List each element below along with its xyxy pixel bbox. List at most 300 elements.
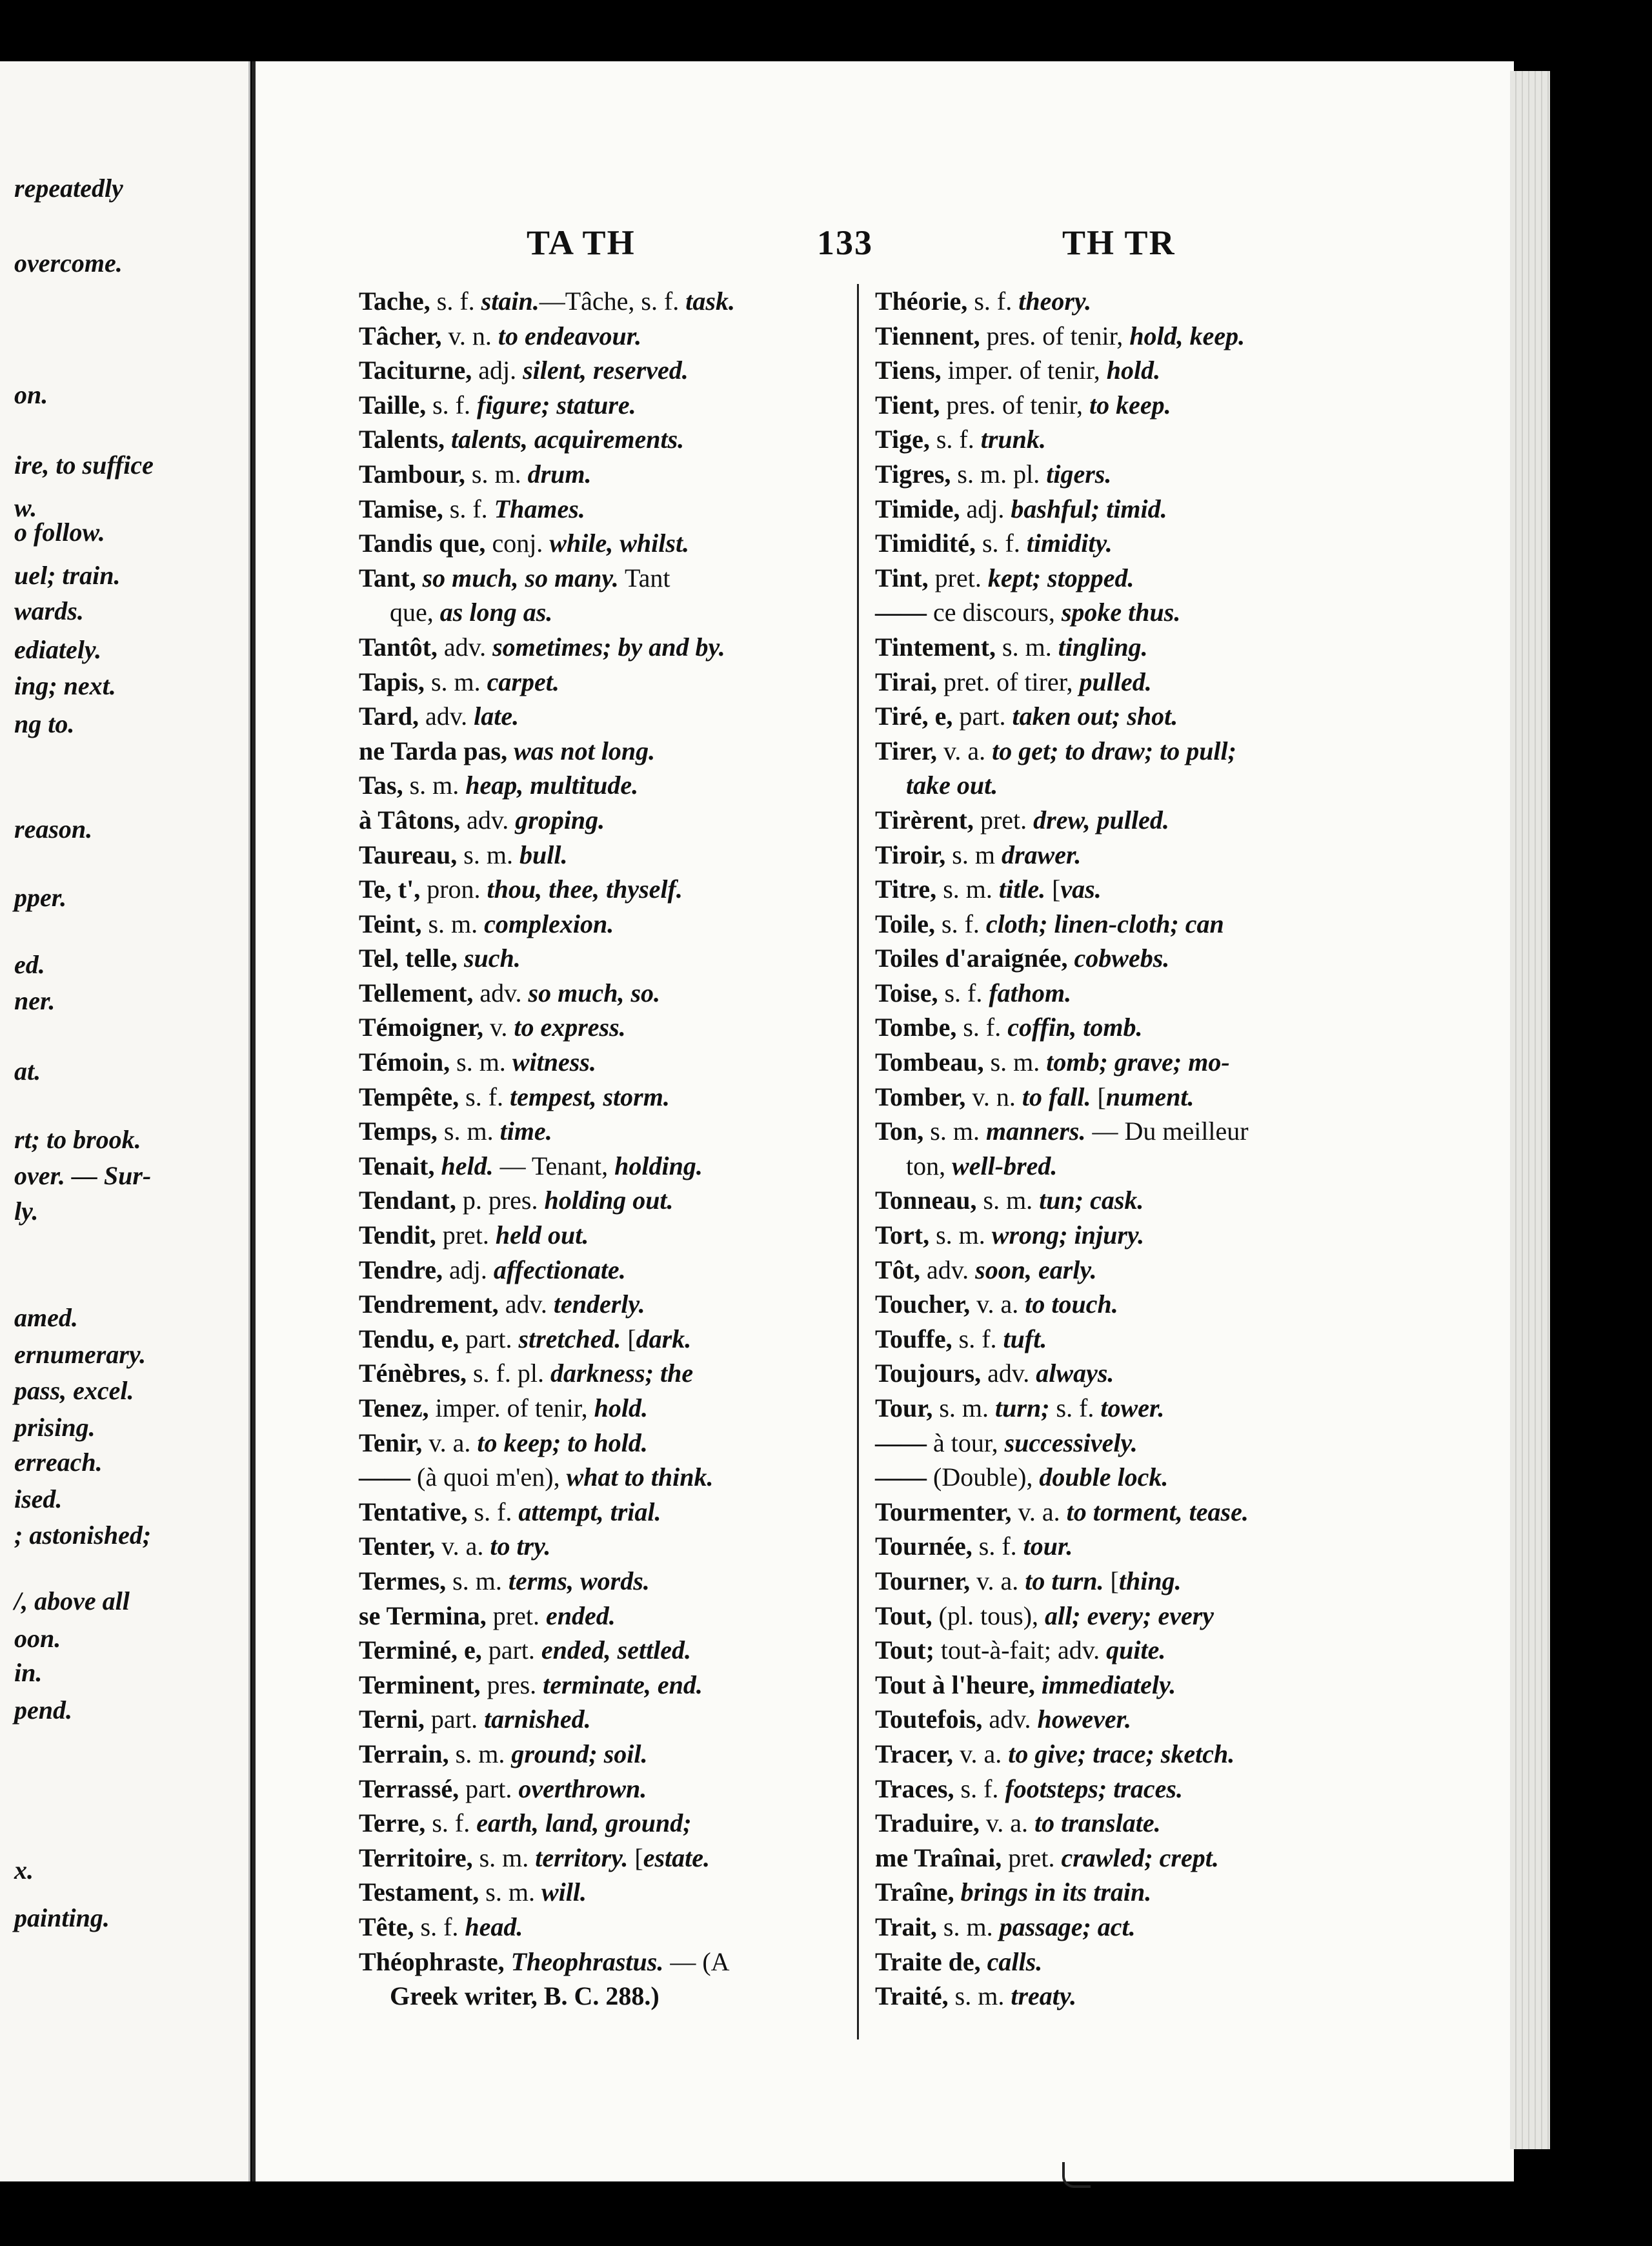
entry-headword: à Tâtons, [359, 805, 461, 835]
entry-grammar: s. m. [437, 1117, 500, 1146]
facing-page-fragment: reason. [14, 814, 93, 844]
entry-grammar: s. m. [948, 1981, 1011, 2011]
entry-translation: spoke thus. [1061, 598, 1181, 627]
entry-translation-extra: task. [685, 287, 735, 316]
entry-headword: Tourmenter, [875, 1497, 1012, 1526]
entry-translation: figure; stature. [477, 390, 636, 420]
entry-headword: Toise, [875, 978, 938, 1007]
entry-headword: Tant, [359, 563, 416, 592]
entry-grammar: ce discours, [927, 598, 1062, 627]
facing-page-fragment: at. [14, 1056, 41, 1086]
dictionary-entry [359, 284, 856, 319]
entry-grammar: part. [459, 1774, 519, 1803]
dictionary-entry [359, 457, 856, 492]
entry-grammar: v. a. [422, 1428, 478, 1457]
entry-headword: Tracer, [875, 1739, 954, 1768]
entry-grammar: s. m. [446, 1566, 509, 1595]
entry-headword: Tort, [875, 1220, 930, 1250]
entry-translation: such. [463, 944, 521, 973]
dictionary-entry [359, 1287, 856, 1322]
entry-headword: Tient, [875, 390, 940, 420]
entry-headword: Tombe, [875, 1013, 957, 1042]
entry-grammar [505, 1947, 511, 1976]
entry-grammar-extra: — (A [663, 1947, 730, 1976]
entry-grammar: adj. [443, 1255, 494, 1284]
entry-headword: Terni, [359, 1705, 425, 1734]
entry-translation: footsteps; traces. [1005, 1774, 1183, 1803]
entry-translation: Theophrastus. [510, 1947, 664, 1976]
entry-translation: so much, so. [528, 978, 661, 1007]
facing-page-fragment: in. [14, 1658, 43, 1688]
entry-headword: Tendit, [359, 1220, 436, 1250]
entry-headword: Timidité, [875, 529, 976, 558]
entry-grammar: s. m. [465, 459, 528, 489]
entry-headword: Théophraste, [359, 1947, 505, 1976]
entry-headword: Tout à l'heure, [875, 1670, 1035, 1699]
entry-translation-extra: dark. [636, 1324, 692, 1353]
entry-translation: to keep. [1089, 390, 1171, 420]
entry-translation: Thames. [494, 494, 585, 523]
entry-translation: time. [499, 1117, 552, 1146]
entry-translation: quite. [1106, 1635, 1166, 1665]
entry-translation: hold, keep. [1129, 321, 1245, 350]
dictionary-entry [875, 1633, 1391, 1668]
entry-translation: late. [474, 702, 519, 731]
entry-grammar [1035, 1670, 1042, 1699]
entry-translation: tarnished. [484, 1705, 591, 1734]
entry-grammar: s. m. [450, 1047, 512, 1077]
entry-grammar: s. m. [929, 1220, 992, 1250]
entry-headword: Tôt, [875, 1255, 920, 1284]
entry-grammar-extra: [ [621, 1324, 636, 1353]
dictionary-entry [359, 1841, 856, 1876]
entry-translation: darkness; the [550, 1359, 694, 1388]
entry-grammar: pret. of tirer, [936, 667, 1080, 696]
entry-headword: Tendre, [359, 1255, 443, 1284]
dictionary-entry [359, 872, 856, 907]
entry-translation: kept; stopped. [987, 563, 1134, 592]
entry-grammar: adj. [960, 494, 1011, 523]
entry-headword: Témoigner, [359, 1013, 483, 1042]
entry-grammar: s. m. [472, 1843, 536, 1872]
entry-translation: ended, settled. [541, 1635, 692, 1665]
entry-translation: while, whilst. [549, 529, 690, 558]
dictionary-entry [875, 1806, 1391, 1841]
entry-headword: Traduire, [875, 1808, 980, 1838]
entry-translation: terms, words. [508, 1566, 650, 1595]
entry-headword: —— [875, 1428, 927, 1457]
entry-translation-extra: vas. [1060, 875, 1102, 904]
dictionary-entry [875, 665, 1391, 700]
dictionary-entry [875, 284, 1391, 319]
dictionary-entry [359, 492, 856, 527]
entry-translation: tomb; grave; mo- [1046, 1047, 1230, 1077]
entry-grammar-extra: [ [1091, 1082, 1106, 1111]
dictionary-entry [875, 907, 1391, 942]
entry-grammar: s. f. [929, 425, 981, 454]
entry-grammar: s. f. [954, 1774, 1005, 1803]
dictionary-entry [359, 1114, 856, 1149]
entry-translation: to turn. [1025, 1566, 1104, 1595]
entry-translation: territory. [535, 1843, 629, 1872]
entry-grammar [954, 1877, 961, 1907]
facing-page-fragment: /, above all [14, 1586, 130, 1616]
entry-grammar: s. m. [976, 1186, 1040, 1215]
entry-headword: Tendu, e, [359, 1324, 459, 1353]
entry-grammar: adv. [982, 1705, 1038, 1734]
dictionary-entry [359, 1149, 856, 1184]
entry-grammar: s. f. [459, 1082, 510, 1111]
entry-translation: to translate. [1034, 1808, 1161, 1838]
facing-page-fragment: ised. [14, 1484, 63, 1514]
dictionary-entry [875, 595, 1391, 630]
dictionary-page [252, 61, 1514, 2181]
entry-grammar: v. a. [936, 736, 992, 765]
entry-headword: Tache, [359, 287, 430, 316]
entry-headword: Toile, [875, 909, 935, 938]
entry-translation: tingling. [1058, 632, 1148, 662]
entry-grammar: adj. [472, 356, 523, 385]
entry-translation: hold. [594, 1393, 648, 1422]
facing-page-fragment: ernumerary. [14, 1340, 146, 1370]
entry-translation: pulled. [1079, 667, 1152, 696]
header-guide-left: TA TH [527, 223, 636, 262]
dictionary-entry [875, 1080, 1391, 1115]
entry-grammar-extra: s. f. [1049, 1393, 1101, 1422]
entry-translation: tour. [1023, 1532, 1073, 1561]
entry-headword: Tiennent, [875, 321, 980, 350]
dictionary-entry [875, 1529, 1391, 1564]
entry-translation: stain. [481, 287, 539, 316]
facing-page-fragment: uel; train. [14, 560, 121, 590]
entry-headword: Toiles d'araignée, [875, 944, 1068, 973]
dictionary-entry [875, 388, 1391, 423]
entry-grammar: (à quoi m'en), [410, 1462, 567, 1492]
entry-translation: take out. [906, 771, 998, 800]
entry-translation-extra: holding. [614, 1151, 703, 1180]
dictionary-entry [875, 422, 1391, 457]
dictionary-entry [359, 1322, 856, 1357]
entry-translation: to keep; to hold. [477, 1428, 648, 1457]
entry-grammar: s. f. [443, 494, 494, 523]
dictionary-entry [875, 526, 1391, 561]
dictionary-entry [875, 1564, 1391, 1599]
dictionary-entry [359, 1910, 856, 1945]
entry-translation: immediately. [1041, 1670, 1176, 1699]
entry-grammar: imper. of tenir, [428, 1393, 594, 1422]
dictionary-entry [359, 561, 856, 596]
facing-page-fragment: ng to. [14, 709, 75, 739]
entry-headword: Tiré, e, [875, 702, 953, 731]
dictionary-entry [875, 941, 1391, 976]
dictionary-entry [875, 1010, 1391, 1045]
dictionary-entry [875, 699, 1391, 734]
entry-headword: me Traînai, [875, 1843, 1002, 1872]
entry-translation: so much, so many. [422, 563, 619, 592]
dictionary-entry [359, 1356, 856, 1391]
entry-headword: Tout; [875, 1635, 934, 1665]
entry-headword: Tigres, [875, 459, 951, 489]
dictionary-entry [875, 1841, 1391, 1876]
entry-translation: well-bred. [952, 1151, 1058, 1180]
entry-grammar [445, 425, 451, 454]
dictionary-entry [359, 353, 856, 388]
page-header [256, 223, 1514, 268]
entry-grammar: s. f. [426, 390, 477, 420]
dictionary-entry [359, 422, 856, 457]
dictionary-entry [875, 838, 1391, 873]
entry-headword: Terminent, [359, 1670, 481, 1699]
dictionary-entry [875, 1945, 1391, 1979]
entry-headword: Terrassé, [359, 1774, 459, 1803]
entry-grammar: (Double), [927, 1462, 1040, 1492]
entry-grammar: s. m. [983, 1047, 1047, 1077]
dictionary-entry [875, 1772, 1391, 1806]
entry-headword: Traces, [875, 1774, 954, 1803]
facing-page-fragment: over. — Sur- [14, 1160, 152, 1190]
entry-translation: silent, reserved. [523, 356, 689, 385]
dictionary-entry [875, 1045, 1391, 1080]
entry-translation: affectionate. [493, 1255, 626, 1284]
entry-translation: to try. [490, 1532, 551, 1561]
entry-translation: tuft. [1003, 1324, 1047, 1353]
facing-page-fragment: rt; to brook. [14, 1125, 141, 1155]
entry-headword: Tandis que, [359, 529, 486, 558]
dictionary-entry [359, 734, 856, 769]
entry-headword: Termes, [359, 1566, 447, 1595]
entry-translation: holding out. [544, 1186, 674, 1215]
entry-headword: Testament, [359, 1877, 479, 1907]
entry-translation: stretched. [518, 1324, 621, 1353]
entry-grammar: s. f. [975, 529, 1027, 558]
entry-grammar: conj. [485, 529, 550, 558]
entry-headword: Tas, [359, 771, 403, 800]
dictionary-entry [875, 1875, 1391, 1910]
entry-headword: Ténèbres, [359, 1359, 467, 1388]
entry-grammar: pres. of tenir, [980, 321, 1130, 350]
entry-headword: Témoin, [359, 1047, 450, 1077]
entry-grammar: s. f. [952, 1324, 1003, 1353]
entry-headword: Traîne, [875, 1877, 954, 1907]
entry-translation: title. [998, 875, 1046, 904]
entry-headword: Tintement, [875, 632, 996, 662]
entry-translation: all; every; every [1045, 1601, 1214, 1630]
entry-grammar-extra: [ [1045, 875, 1061, 904]
entry-grammar: s. m. [421, 909, 485, 938]
dictionary-entry [359, 1391, 856, 1426]
entry-headword: Toutefois, [875, 1705, 983, 1734]
page-number: 133 [817, 223, 873, 262]
dictionary-entry [359, 1599, 856, 1634]
entry-headword: Territoire, [359, 1843, 473, 1872]
facing-page-fragment: ing; next. [14, 671, 116, 700]
entry-grammar: adv. [981, 1359, 1036, 1388]
dictionary-entry [875, 1426, 1391, 1461]
entry-translation: timidity. [1026, 529, 1113, 558]
dictionary-entry [875, 1599, 1391, 1634]
entry-grammar: s. m. pl. [951, 459, 1047, 489]
dictionary-entry [875, 492, 1391, 527]
entry-translation: heap, multitude. [465, 771, 639, 800]
entry-headword: Tonneau, [875, 1186, 977, 1215]
entry-grammar [434, 1151, 441, 1180]
facing-page-fragment: ediately. [14, 635, 102, 664]
entry-grammar [416, 563, 423, 592]
entry-headword: Tapis, [359, 667, 425, 696]
entry-headword: Tirèrent, [875, 805, 974, 835]
dictionary-entry [875, 1391, 1391, 1426]
entry-grammar: v. n. [965, 1082, 1022, 1111]
entry-grammar: v. n. [441, 321, 498, 350]
entry-translation: soon, early. [975, 1255, 1097, 1284]
dictionary-entry [359, 941, 856, 976]
dictionary-entry [359, 1010, 856, 1045]
entry-headword: Ton, [875, 1117, 924, 1146]
entry-headword: Trait, [875, 1912, 937, 1941]
dictionary-entry [359, 1668, 856, 1703]
facing-page-fragment: pper. [14, 883, 67, 913]
facing-page-fragment: repeatedly [14, 174, 123, 203]
entry-grammar: v. a. [1011, 1497, 1067, 1526]
entry-translation: to endeavour. [498, 321, 642, 350]
entry-grammar: v. a. [953, 1739, 1009, 1768]
entry-grammar: que, [390, 598, 440, 627]
entry-grammar: v. [483, 1013, 514, 1042]
dictionary-entry [875, 1114, 1391, 1149]
entry-translation: trunk. [980, 425, 1046, 454]
entry-translation: what to think. [566, 1462, 714, 1492]
entry-grammar: s. m. [403, 771, 466, 800]
dictionary-entry [875, 976, 1391, 1011]
entry-grammar-extra: [ [628, 1843, 643, 1872]
entry-grammar: s. m. [936, 875, 999, 904]
entry-headword: Tenez, [359, 1393, 429, 1422]
dictionary-entry [359, 595, 856, 630]
dictionary-entry [359, 1426, 856, 1461]
entry-headword: Tendrement, [359, 1290, 499, 1319]
entry-headword: Toucher, [875, 1290, 971, 1319]
entries-column-left [359, 284, 856, 2014]
facing-page-fragment: ire, to suffice [14, 450, 154, 480]
entry-headword: Théorie, [875, 287, 968, 316]
entry-translation: drew, pulled. [1033, 805, 1169, 835]
entry-translation: earth, land, ground; [476, 1808, 692, 1838]
entry-translation: bull. [519, 840, 568, 869]
entry-translation: carpet. [487, 667, 559, 696]
entry-headword: Tombeau, [875, 1047, 984, 1077]
entry-translation: double lock. [1039, 1462, 1169, 1492]
dictionary-entry [359, 768, 856, 803]
entry-grammar: adv. [498, 1290, 554, 1319]
entry-translation: ground; soil. [511, 1739, 648, 1768]
dictionary-entry [875, 1495, 1391, 1530]
facing-page-fragment: on. [14, 379, 48, 409]
entry-grammar: s. m. [457, 840, 519, 869]
entry-grammar: p. pres. [456, 1186, 545, 1215]
entry-translation: treaty. [1011, 1981, 1077, 2011]
dictionary-entry [359, 1495, 856, 1530]
entry-translation: terminate, end. [543, 1670, 703, 1699]
dictionary-entry [875, 561, 1391, 596]
entry-headword: Tellement, [359, 978, 474, 1007]
entry-translation: to fall. [1022, 1082, 1091, 1111]
dictionary-entry [875, 1218, 1391, 1253]
entry-grammar: s. f. [967, 287, 1019, 316]
dictionary-entry [359, 1529, 856, 1564]
entry-headword: Temps, [359, 1117, 438, 1146]
page-mark [1062, 2162, 1091, 2188]
entry-headword: Taciturne, [359, 356, 472, 385]
entry-translation: brings in its train. [960, 1877, 1152, 1907]
entry-grammar: pret. [486, 1601, 546, 1630]
entry-translation: wrong; injury. [991, 1220, 1145, 1250]
entry-translation: ended. [545, 1601, 616, 1630]
entry-headword: Tempête, [359, 1082, 459, 1111]
entry-headword: Toujours, [875, 1359, 982, 1388]
entry-grammar: v. a. [435, 1532, 490, 1561]
entry-grammar [1068, 944, 1074, 973]
entry-grammar: s. m. [448, 1739, 512, 1768]
dictionary-entry [875, 1356, 1391, 1391]
dictionary-entry [359, 319, 856, 354]
entry-grammar: s. f. [467, 1497, 519, 1526]
entry-translation-extra: thing. [1118, 1566, 1182, 1595]
facing-page-fragment: pass, excel. [14, 1375, 134, 1405]
entry-grammar: s. m [945, 840, 1002, 869]
entry-grammar: s. f. [414, 1912, 465, 1941]
entry-grammar: s. f. [956, 1013, 1008, 1042]
facing-page-fragment: painting. [14, 1903, 110, 1932]
entry-headword: Tête, [359, 1912, 414, 1941]
facing-page-fragment: amed. [14, 1302, 78, 1332]
facing-page-fragment: ly. [14, 1197, 39, 1226]
entry-translation: head. [465, 1912, 523, 1941]
dictionary-entry [359, 1979, 856, 2014]
entry-grammar: à tour, [927, 1428, 1005, 1457]
entry-translation: as long as. [439, 598, 553, 627]
entry-headword: Traité, [875, 1981, 949, 2011]
facing-page-fragment: x. [14, 1856, 34, 1885]
dictionary-entry [359, 1564, 856, 1599]
dictionary-entry [359, 1183, 856, 1218]
dictionary-entry [875, 1702, 1391, 1737]
entry-grammar: s. m. [479, 1877, 541, 1907]
entry-translation: calls. [987, 1947, 1043, 1976]
entry-translation: to touch. [1025, 1290, 1118, 1319]
dictionary-entry [359, 630, 856, 665]
entry-translation: drawer. [1001, 840, 1082, 869]
entry-headword: Tard, [359, 702, 419, 731]
entry-grammar: pret. [928, 563, 988, 592]
entry-headword: Tenir, [359, 1428, 423, 1457]
entry-headword: Tourner, [875, 1566, 971, 1595]
dictionary-entry [875, 319, 1391, 354]
dictionary-entry [875, 1979, 1391, 2014]
facing-page-left [0, 61, 250, 2181]
entry-translation: taken out; shot. [1012, 702, 1178, 731]
entry-headword: Tirai, [875, 667, 937, 696]
dictionary-entry [875, 1149, 1391, 1184]
entry-translation: hold. [1106, 356, 1161, 385]
dictionary-entry [359, 1253, 856, 1288]
entry-grammar: imper. of tenir, [941, 356, 1107, 385]
entry-translation: drum. [527, 459, 592, 489]
entry-headword: Talents, [359, 425, 445, 454]
dictionary-entry [875, 734, 1391, 769]
entry-headword: —— [875, 1462, 927, 1492]
entry-translation: tigers. [1046, 459, 1112, 489]
entry-translation-extra: nument. [1105, 1082, 1194, 1111]
